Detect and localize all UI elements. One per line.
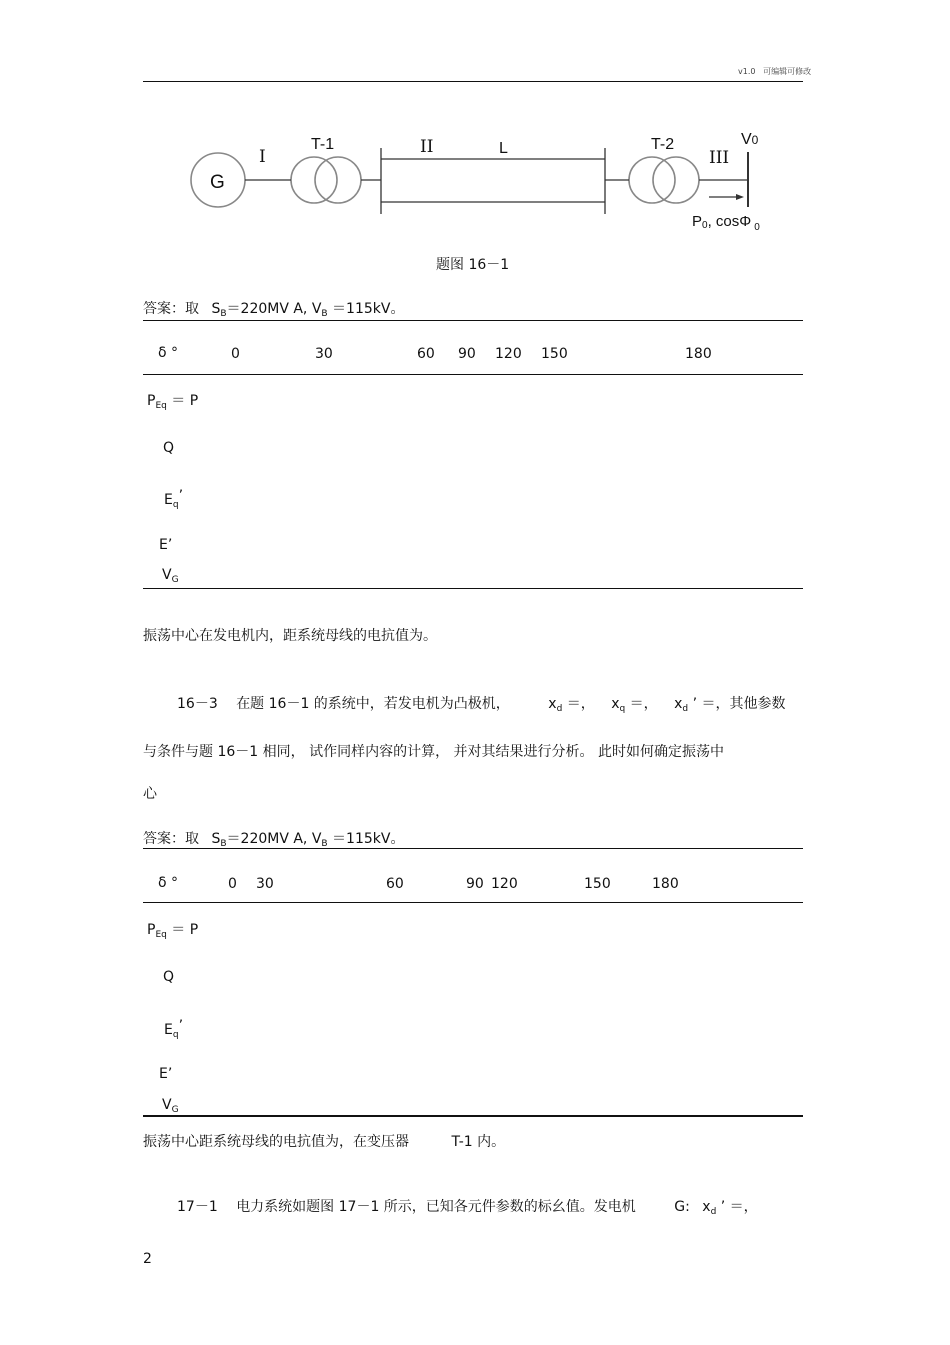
table1-angle: 60	[417, 346, 435, 362]
table1-row-vg: $V_G$	[162, 567, 179, 585]
problem-number: 17－1	[177, 1199, 218, 1215]
table2-angle: 60	[386, 876, 404, 892]
table1-angle: 30	[315, 346, 333, 362]
table1-angle: 90	[458, 346, 476, 362]
table1-angle: 120	[495, 346, 522, 362]
page-number: 2	[143, 1251, 152, 1267]
circuit-diagram	[0, 0, 950, 245]
t1-right-winding	[315, 157, 361, 203]
problem-16-3-line3: 心	[143, 786, 157, 802]
section-1-label: I	[259, 147, 266, 167]
generator-label: G	[210, 172, 225, 193]
editable-note: 可编辑可修改	[763, 67, 812, 76]
table2-bottom-rule	[143, 1115, 803, 1117]
table1-row-eq: $E_q$’	[164, 488, 184, 510]
table1-bottom-rule	[143, 588, 803, 589]
figure-caption: 题图 16－1	[436, 257, 510, 273]
table2-angle: 120	[491, 876, 518, 892]
t2-right-winding	[653, 157, 699, 203]
table1-row-p: $P_{Eq} = P$	[147, 393, 199, 411]
t1-left-winding	[291, 157, 337, 203]
table2-row-eq: $E_q$’	[164, 1018, 184, 1040]
problem-16-3-line2: 与条件与题 16－1 相同， 试作同样内容的计算， 并对其结果进行分析。 此时如何确定振荡中	[143, 744, 724, 760]
block2-conclusion: 振荡中心距系统母线的电抗值为，在变压器 T-1 内。	[143, 1134, 506, 1150]
power-arrow-head	[736, 194, 744, 200]
t1-label: T-1	[311, 136, 335, 153]
table2-row-q: Q	[163, 969, 175, 985]
section-2-label: II	[420, 137, 434, 157]
answer-line-2: 答案：取 $S_B=220MV$ A, $V_B =115kV$。	[143, 831, 405, 849]
section-3-label: III	[709, 148, 730, 168]
power-label: P0, cosΦ $_0$	[692, 213, 760, 233]
table1-top-rule	[143, 320, 803, 321]
table1-angle: 0	[231, 346, 240, 362]
version-label: v1.0	[738, 67, 756, 76]
t2-label: T-2	[651, 136, 675, 153]
table2-row-vg: $V_G$	[162, 1097, 179, 1115]
table1-row-q: Q	[163, 440, 175, 456]
table2-angle: 30	[256, 876, 274, 892]
table1-delta-header: δ °	[158, 345, 179, 361]
block1-conclusion: 振荡中心在发电机内，距系统母线的电抗值为。	[143, 628, 437, 644]
bus-voltage-label: V0	[741, 131, 759, 148]
line-label: L	[499, 140, 508, 157]
t2-left-winding	[629, 157, 675, 203]
table1-header-rule	[143, 374, 803, 375]
table2-angle: 0	[228, 876, 237, 892]
table2-angle: 180	[652, 876, 679, 892]
table1-angle: 180	[685, 346, 712, 362]
table1-row-e: E’	[159, 537, 173, 553]
answer-line-1: 答案：取 $S_B=220MV$ A, $V_B =115kV$。	[143, 301, 405, 319]
table2-delta-header: δ °	[158, 875, 179, 891]
problem-17-1-line1: 17－1 电力系统如题图 17－1 所示，已知各元件参数的标幺值。发电机 G: $x_d$ ’ ＝，	[177, 1199, 758, 1217]
problem-number: 16－3	[177, 696, 218, 712]
table2-header-rule	[143, 902, 803, 903]
table2-row-e: E’	[159, 1066, 173, 1082]
table1-angle: 150	[541, 346, 568, 362]
table2-angle: 150	[584, 876, 611, 892]
table2-angle: 90	[466, 876, 484, 892]
table2-top-rule	[143, 848, 803, 849]
problem-16-3-line1: 16－3 在题 16－1 的系统中，若发电机为凸极机， $x_d$ ＝， $x_q$ ＝， $x_d$ ’ ＝，其他参数	[177, 696, 786, 714]
table2-row-p: $P_{Eq} = P$	[147, 922, 199, 940]
